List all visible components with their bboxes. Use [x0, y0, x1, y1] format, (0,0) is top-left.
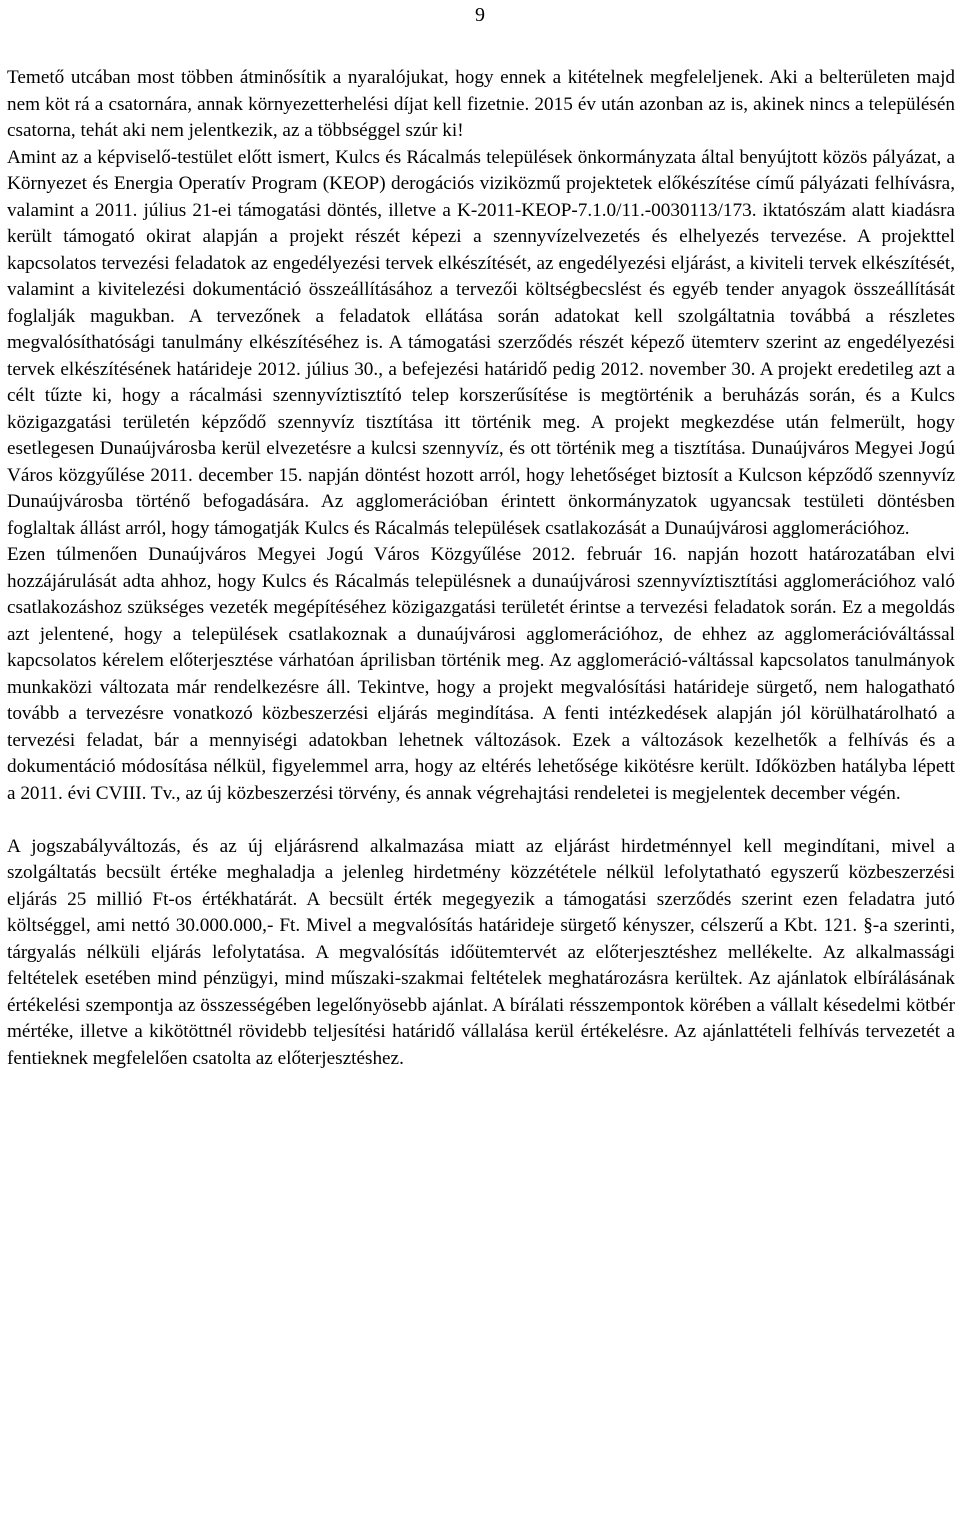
- paragraph-agglomeration: Ezen túlmenően Dunaújváros Megyei Jogú Város Közgyűlése 2012. február 16. napján hozott határozatában elvi hozzájárulását adta ahhoz, hogy Kulcs és Rácalmás településnek a dunaújvárosi szennyvíztisztítási agglomerációhoz való csatlakozáshoz szükséges vezeték megépítéséhez közigazgatási területét érintse a tervezési feladatok során. Ez a megoldás azt jelentené, hogy a települések csatlakoznak a dunaújvárosi agglomerációhoz, de ehhez az agglomerációváltással kapcsolatos kérelem előterjesztése várhatóan áprilisban történik meg. Az agglomeráció-váltással kapcsolatos tanulmányok munkaközi változata már rendelkezésre áll. Tekintve, hogy a projekt megvalósítási határideje sürgető, nem halogatható tovább a tervezésre vonatkozó közbeszerzési eljárás megindítása. A fenti intézkedések alapján jól körülhatárolható a tervezési feladat, bár a mennyiségi adatokban lehetnek változások. Ezek a változások kezelhetők a felhívás és a dokumentáció módosítása nélkül, figyelemmel arra, hogy az eltérés lehetősége kikötésre került. Időközben hatályba lépett a 2011. évi CVIII. Tv., az új közbeszerzési törvény, és annak végrehajtási rendeletei is megjelentek december végén.: [7, 544, 955, 804]
- paragraph-procurement: A jogszabályváltozás, és az új eljárásrend alkalmazása miatt az eljárást hirdetménnyel kell megindítani, mivel a szolgáltatás becsült értéke meghaladja a jelenleg hirdetmény közzététele nélkül lefolytatható egyszerű közbeszerzési eljárás 25 millió Ft-os értékhatárát. A becsült érték megegyezik a támogatási szerződés szerint ezen feladatra jutó költséggel, ami nettó 30.000.000,- Ft. Mivel a megvalósítás határideje sürgető kényszer, célszerű a Kbt. 121. §-a szerinti, tárgyalás nélküli eljárás lefolytatása. A megvalósítás időütemtervét az előterjesztéshez mellékelte. Az alkalmassági feltételek esetében mind pénzügyi, mind műszaki-szakmai feltételek meghatározásra kerültek. Az ajánlatok elbírálásának értékelési szempontja az összességében legelőnyösebb ajánlat. A bírálati résszempontok körében a vállalt késedelmi kötbér mértéke, illetve a kikötöttnél rövidebb teljesítési határidő vállalása kerül értékelésre. Az ajánlattételi felhívás tervezetét a fentieknek megfelelően csatolta az előterjesztéshez.: [7, 835, 955, 1069]
- paragraph-cemetery-street: Temető utcában most többen átminősítik a nyaralójukat, hogy ennek a kitételnek megfeleljenek. Aki a belterületen majd nem köt rá a csatornára, annak környezetterhelési díjat kell fizetnie. 2015 év után azonban az is, akinek nincs a településén csatorna, tehát aki nem jelentkezik, az a többséggel szúr ki!: [7, 67, 955, 141]
- paragraph-keop-project: Amint az a képviselő-testület előtt ismert, Kulcs és Rácalmás települések önkormányzata által benyújtott közös pályázat, a Környezet és Energia Operatív Program (KEOP) derogációs viziközmű projektetek előkészítése című pályázati felhívásra, valamint a 2011. július 21-ei támogatási döntés, illetve a K-2011-KEOP-7.1.0/11.-0030113/173. iktatószám alatt kiadásra került támogató okirat alapján a projekt részét képezi a szennyvízelvezetés és elhelyezés tervezése. A projekttel kapcsolatos tervezési feladatok az engedélyezési tervek elkészítését, az engedélyezési eljárást, a kiviteli tervek elkészítését, valamint a kivitelezési dokumentáció összeállításához a tervezői költségbecslést és egyéb tender anyagok összeállítását foglalják magukban. A tervezőnek a feladatok ellátása során adatokat kell szolgáltatnia továbbá a részletes megvalósíthatósági tanulmány elkészítéséhez is. A támogatási szerződés részét képező ütemterv szerint az engedélyezési tervek elkészítésének határideje 2012. július 30., a befejezési határidő pedig 2012. november 30. A projekt eredetileg azt a célt tűzte ki, hogy a rácalmási szennyvíztisztító telep korszerűsítése is megtörténik a beruházás során, és a Kulcs közigazgatási területén képződő szennyvíz tisztítása itt történik meg. A projekt megkezdése után felmerült, hogy esetlegesen Dunaújvárosba kerül elvezetésre a kulcsi szennyvíz, és ott történik meg a tisztítása. Dunaújváros Megyei Jogú Város közgyűlése 2011. december 15. napján döntést hozott arról, hogy lehetőséget biztosít a Kulcson képződő szennyvíz Dunaújvárosba történő befogadására. Az agglomerációban érintett önkormányzatok ugyancsak testületi döntésben foglaltak állást arról, hogy támogatják Kulcs és Rácalmás települések csatlakozását a Dunaújvárosi agglomerációhoz.: [7, 146, 955, 539]
- paragraph-gap: [7, 807, 955, 834]
- document-body: [7, 65, 955, 1072]
- page-number: 9: [475, 4, 485, 26]
